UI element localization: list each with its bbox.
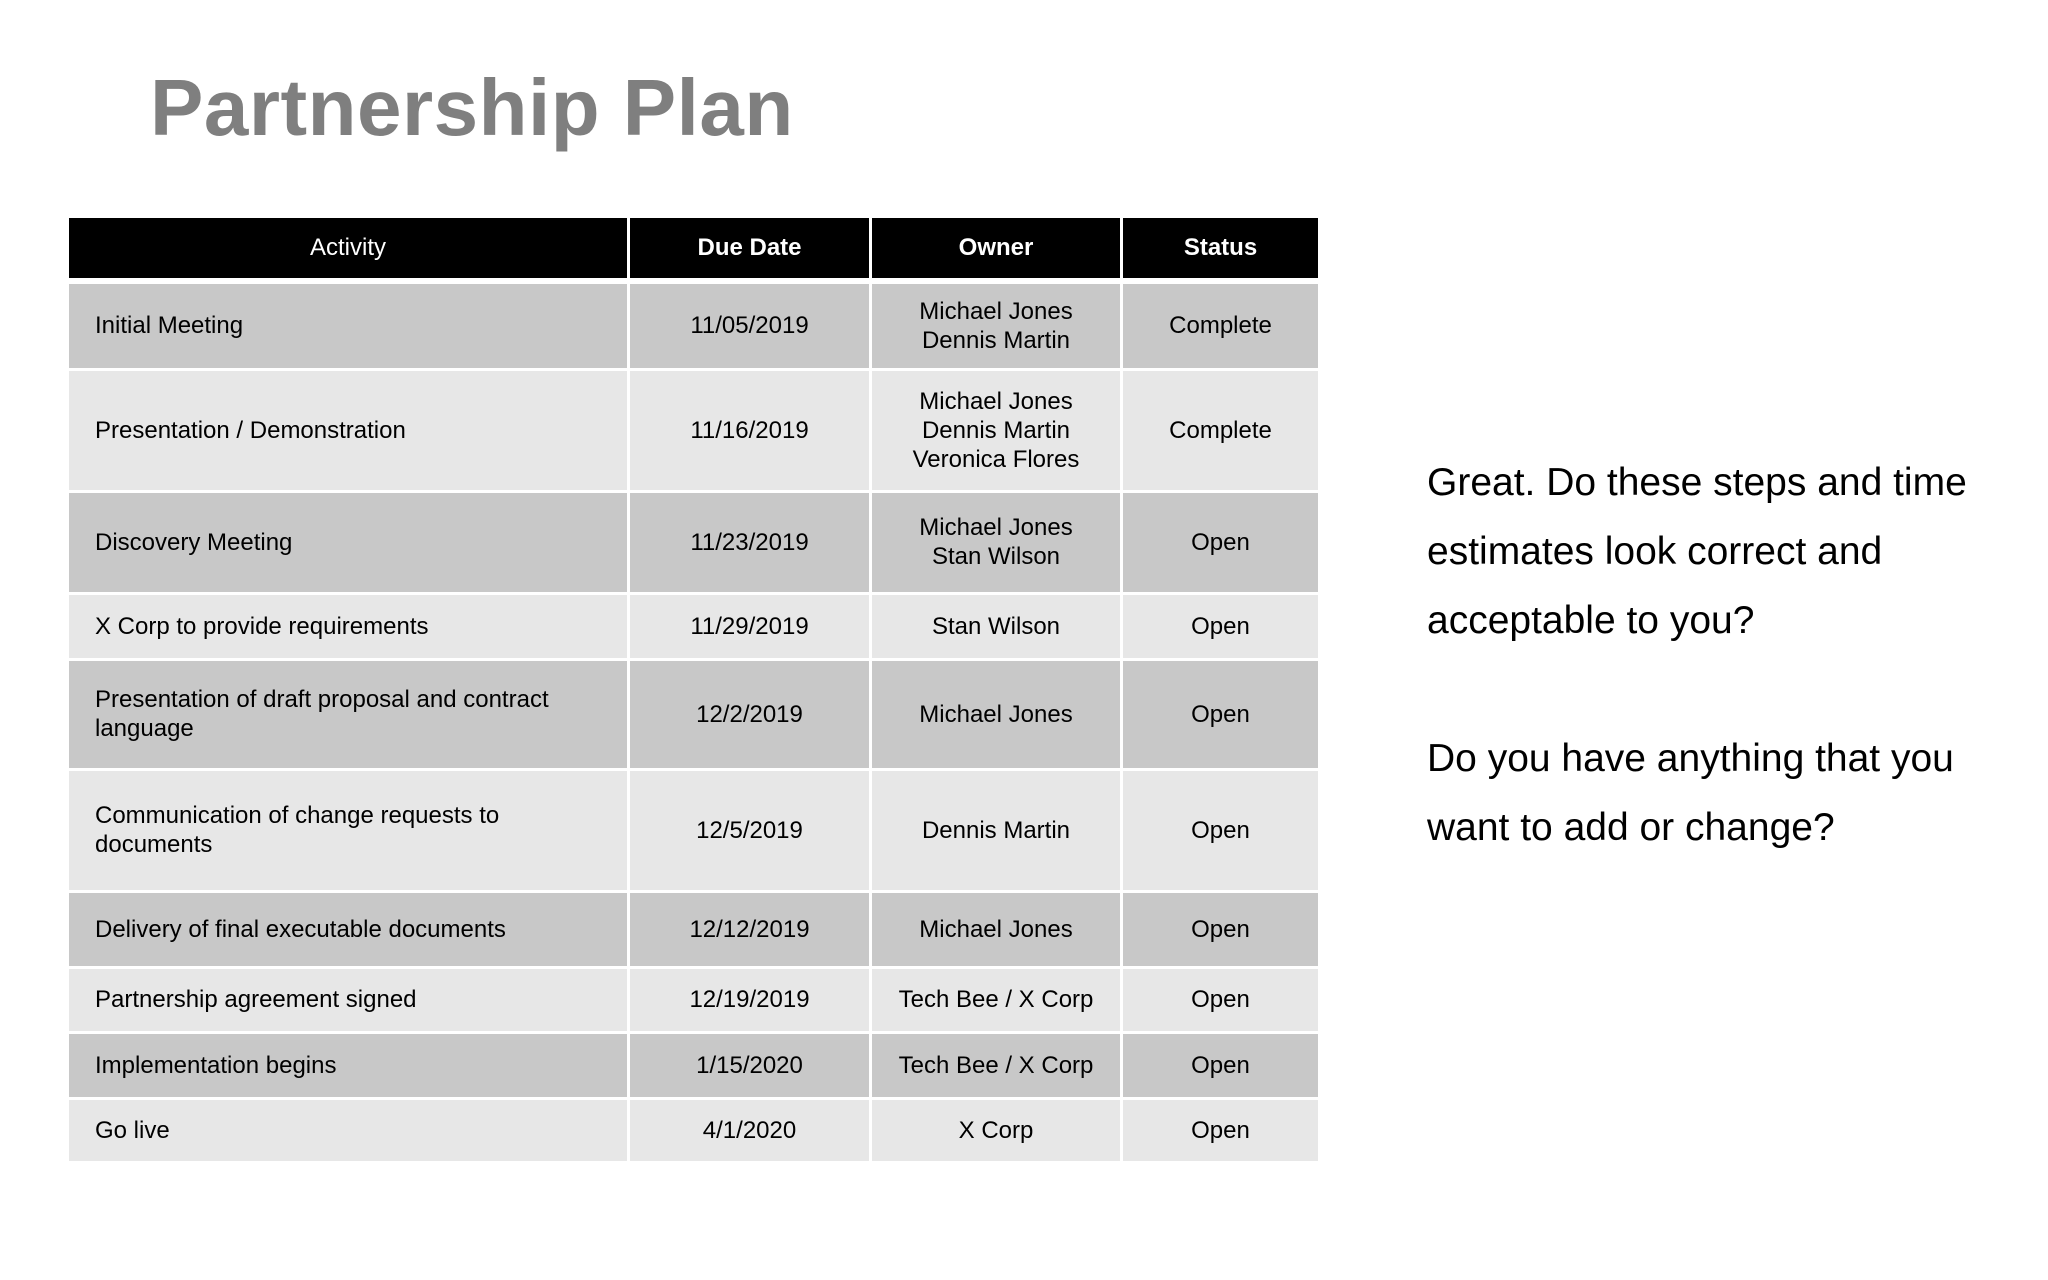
status-cell: Open	[1122, 593, 1320, 659]
table-row	[68, 281, 1320, 369]
owner-cell	[871, 281, 1122, 369]
activity-cell: Presentation / Demonstration	[68, 369, 629, 491]
due-date-cell: 11/16/2019	[629, 369, 871, 491]
activity-cell: Communication of change requests to documents	[68, 769, 629, 891]
owner-cell	[871, 659, 1122, 769]
owner-cell	[871, 593, 1122, 659]
owner-name: Dennis Martin	[921, 816, 1071, 844]
owner-name: Stan Wilson	[931, 543, 1061, 570]
table-row	[68, 593, 1320, 659]
owner-name: Tech Bee / X Corp	[898, 1051, 1094, 1079]
activity-cell: Implementation begins	[68, 1032, 629, 1098]
question-steps-estimates: Great. Do these steps and time estimates look correct and acceptable to you?	[1427, 461, 1967, 642]
owner-cell	[871, 769, 1122, 891]
status-cell: Complete	[1122, 281, 1320, 369]
table-header-row	[68, 218, 1320, 281]
status-cell: Open	[1122, 491, 1320, 593]
owner-name: Michael Jones	[919, 387, 1073, 415]
table-row	[68, 491, 1320, 593]
activity-cell: X Corp to provide requirements	[68, 593, 629, 659]
column-header-status: Status	[1122, 218, 1320, 281]
status-cell: Open	[1122, 769, 1320, 891]
due-date-cell: 12/19/2019	[629, 967, 871, 1032]
column-header-due-date: Due Date	[629, 218, 871, 281]
status-cell: Complete	[1122, 369, 1320, 491]
table-row	[68, 659, 1320, 769]
table-row	[68, 967, 1320, 1032]
table-row	[68, 1032, 1320, 1098]
owner-cell	[871, 1098, 1122, 1162]
owner-name: Dennis Martin	[921, 326, 1071, 354]
owner-cell	[871, 967, 1122, 1032]
due-date-cell: 12/2/2019	[629, 659, 871, 769]
status-cell: Open	[1122, 659, 1320, 769]
page-title: Partnership Plan	[150, 63, 794, 152]
owner-name: Tech Bee / X Corp	[898, 986, 1094, 1013]
owner-name: Veronica Flores	[912, 445, 1080, 473]
column-header-activity: Activity	[68, 218, 629, 281]
owner-name: Michael Jones	[919, 297, 1073, 325]
owner-name: Michael Jones	[919, 700, 1073, 728]
owner-cell	[871, 369, 1122, 491]
owner-name: Michael Jones	[919, 915, 1073, 943]
activity-cell: Partnership agreement signed	[68, 967, 629, 1032]
activity-cell: Initial Meeting	[68, 281, 629, 369]
owner-cell	[871, 891, 1122, 967]
table-row	[68, 1098, 1320, 1162]
owner-cell	[871, 491, 1122, 593]
due-date-cell: 1/15/2020	[629, 1032, 871, 1098]
activity-cell: Go live	[68, 1098, 629, 1162]
due-date-cell: 12/12/2019	[629, 891, 871, 967]
status-cell: Open	[1122, 1032, 1320, 1098]
status-cell: Open	[1122, 1098, 1320, 1162]
table-row	[68, 369, 1320, 491]
owner-name: Michael Jones	[919, 514, 1073, 541]
column-header-owner: Owner	[871, 218, 1122, 281]
due-date-cell: 12/5/2019	[629, 769, 871, 891]
activity-cell: Presentation of draft proposal and contract language	[68, 659, 629, 769]
owner-cell	[871, 1032, 1122, 1098]
status-cell: Open	[1122, 967, 1320, 1032]
owner-name: X Corp	[958, 1116, 1034, 1144]
due-date-cell: 11/29/2019	[629, 593, 871, 659]
table-row	[68, 891, 1320, 967]
status-cell: Open	[1122, 891, 1320, 967]
activity-cell: Discovery Meeting	[68, 491, 629, 593]
due-date-cell: 11/23/2019	[629, 491, 871, 593]
question-add-change: Do you have anything that you want to add or change?	[1427, 737, 1954, 849]
table-row	[68, 769, 1320, 891]
due-date-cell: 11/05/2019	[629, 281, 871, 369]
owner-name: Dennis Martin	[921, 416, 1071, 444]
side-note	[1427, 448, 2007, 862]
owner-name: Stan Wilson	[931, 612, 1061, 640]
due-date-cell: 4/1/2020	[629, 1098, 871, 1162]
activity-cell: Delivery of final executable documents	[68, 891, 629, 967]
partnership-plan-table	[66, 218, 1321, 1164]
